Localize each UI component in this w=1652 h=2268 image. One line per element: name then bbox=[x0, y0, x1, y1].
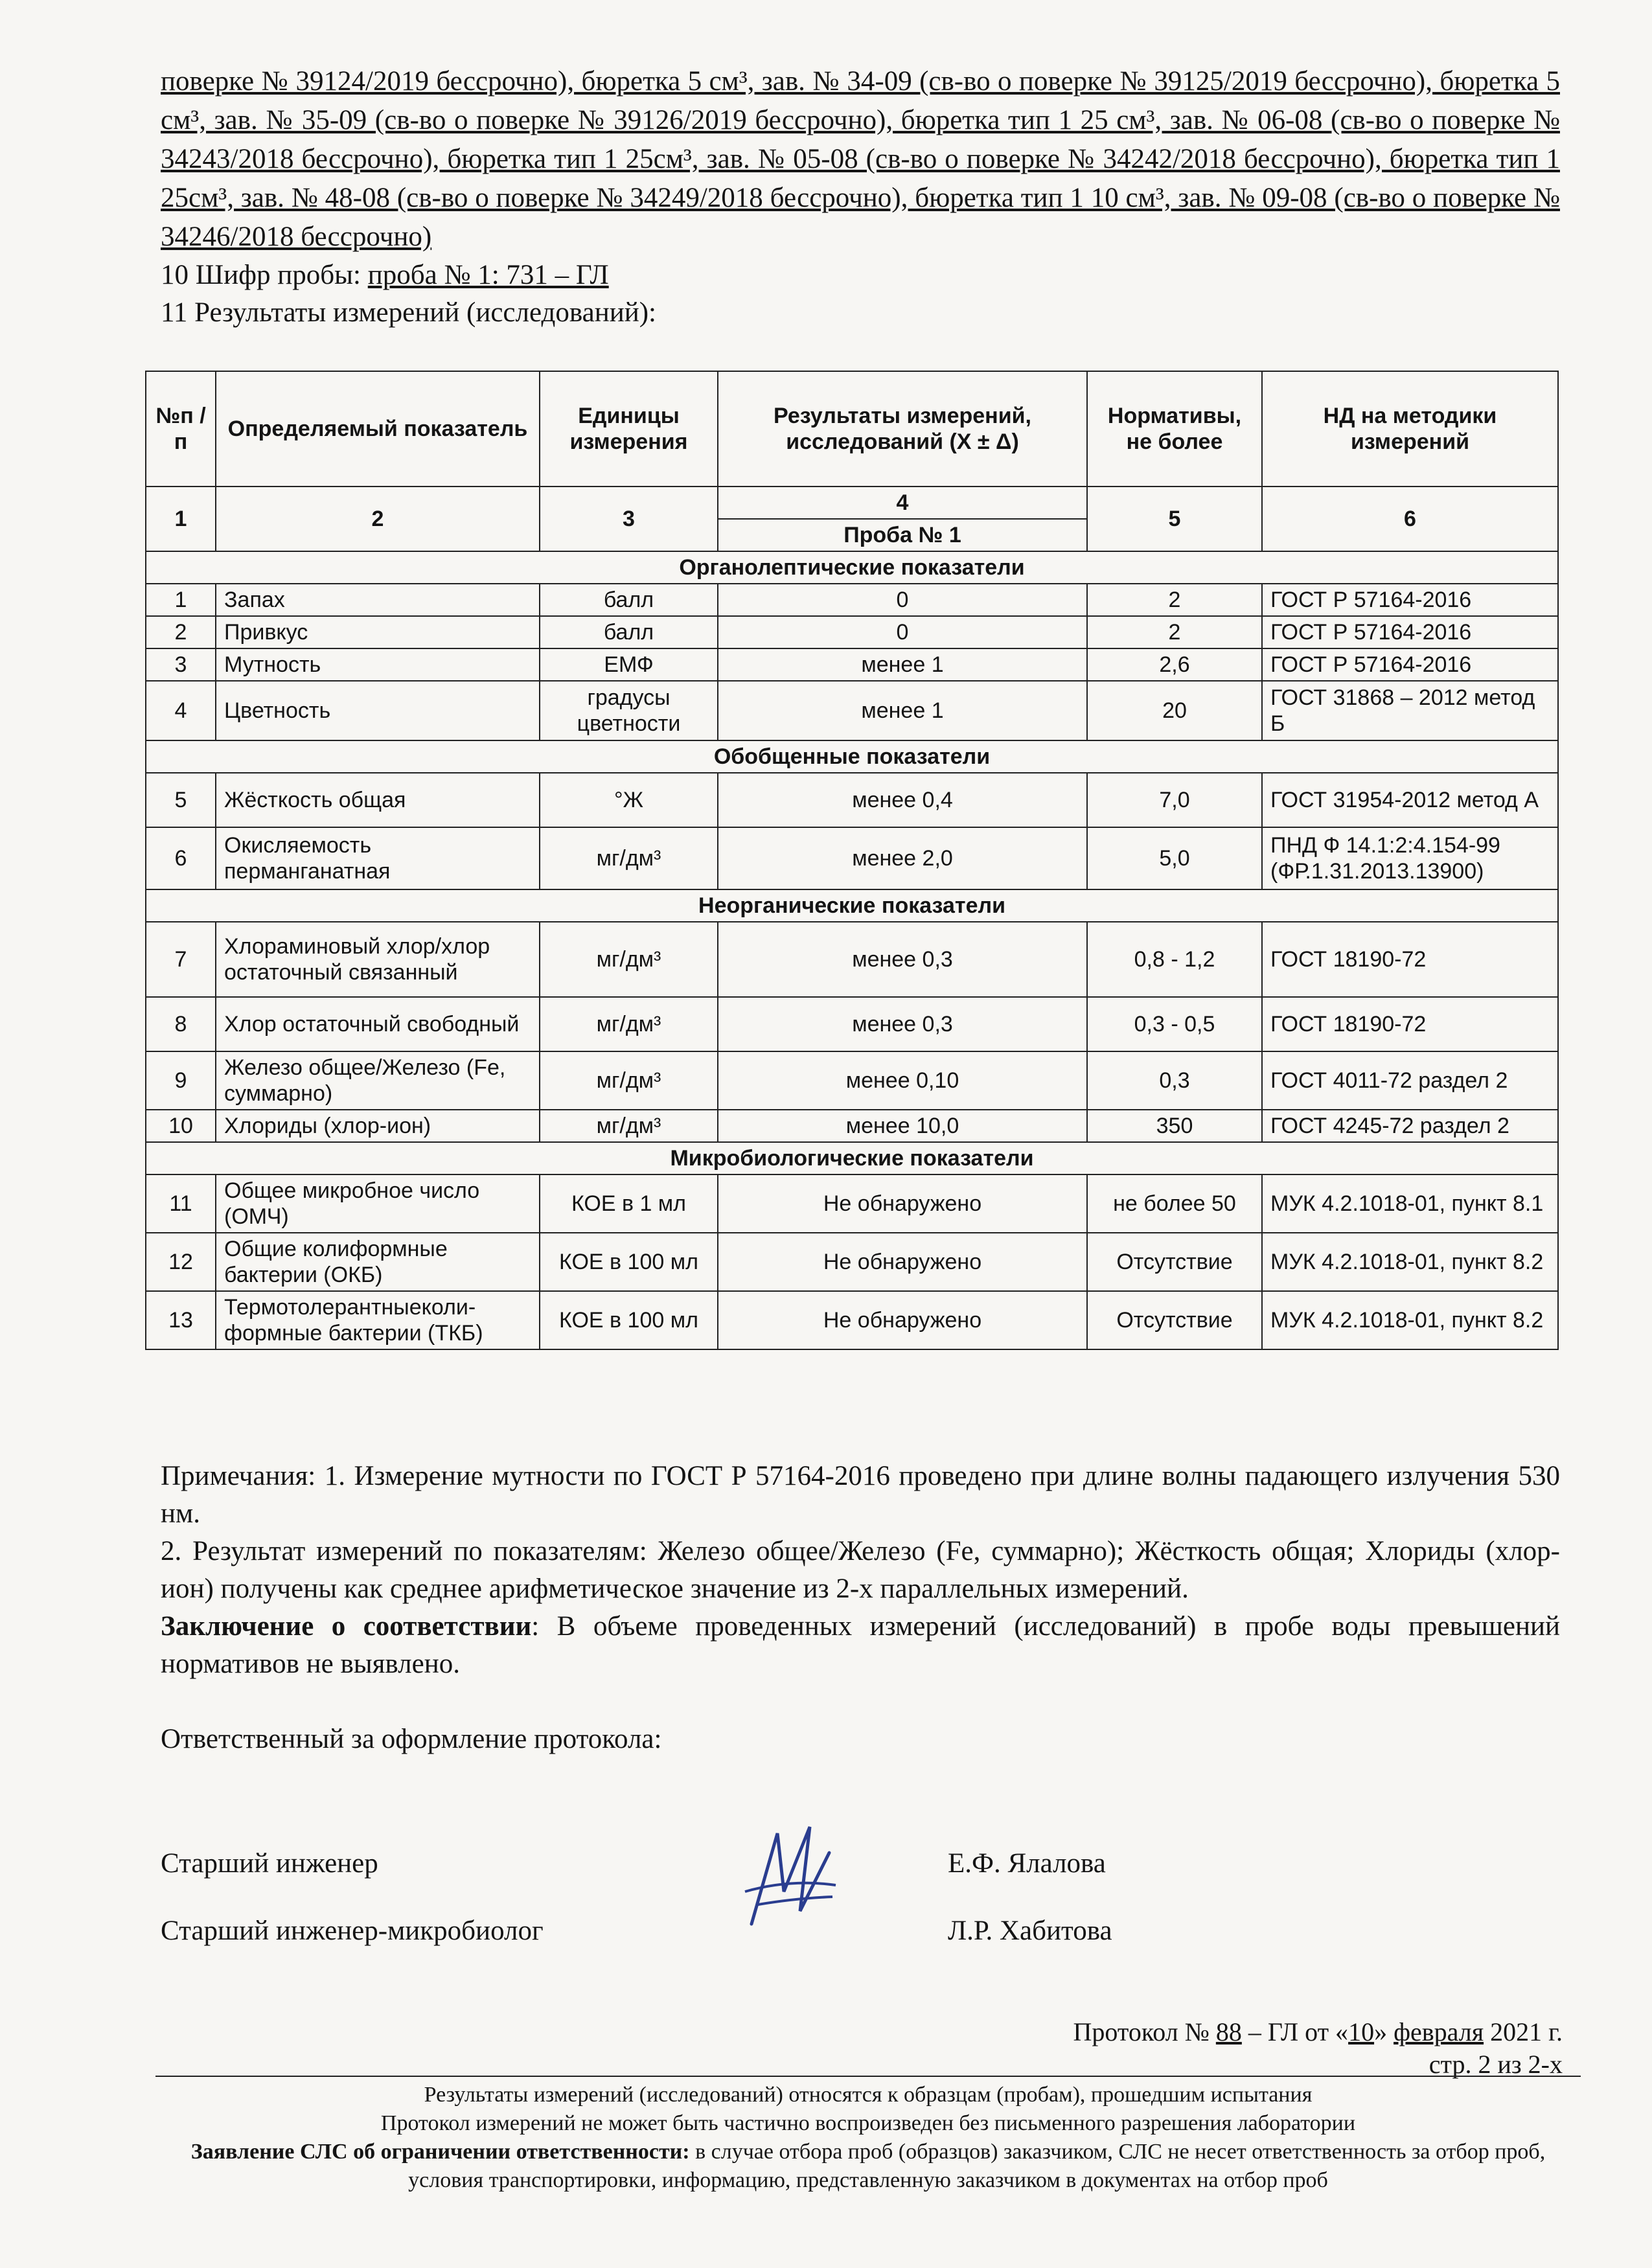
results-table-body bbox=[146, 551, 1558, 1349]
protocol-mid: – ГЛ от « bbox=[1241, 2017, 1349, 2046]
row-indicator: Мутность bbox=[216, 648, 540, 681]
row-norm: 0,3 - 0,5 bbox=[1087, 997, 1262, 1051]
table-row bbox=[146, 1291, 1558, 1349]
header-method: НД на методики измерений bbox=[1262, 371, 1558, 487]
table-row bbox=[146, 1233, 1558, 1291]
row-result: менее 1 bbox=[718, 681, 1087, 740]
row-method: МУК 4.2.1018-01, пункт 8.2 bbox=[1262, 1233, 1558, 1291]
header-norm: Нормативы, не более bbox=[1087, 371, 1262, 487]
row-method: ГОСТ 31868 – 2012 метод Б bbox=[1262, 681, 1558, 740]
row-indicator: Хлор остаточный свободный bbox=[216, 997, 540, 1051]
row-number: 4 bbox=[146, 681, 216, 740]
results-title: 11 Результаты измерений (исследований): bbox=[161, 297, 656, 328]
row-indicator: Жёсткость общая bbox=[216, 773, 540, 827]
intro-paragraph bbox=[161, 62, 1560, 257]
header-num: №п /п bbox=[146, 371, 216, 487]
row-norm: 0,8 - 1,2 bbox=[1087, 922, 1262, 997]
protocol-mid2: » bbox=[1374, 2017, 1394, 2046]
row-indicator: Привкус bbox=[216, 616, 540, 648]
row-number: 1 bbox=[146, 584, 216, 616]
conclusion-label: Заключение о соответствии bbox=[161, 1611, 532, 1642]
results-table bbox=[145, 371, 1559, 1350]
signatory-name: Л.Р. Хабитова bbox=[948, 1916, 1112, 1946]
table-row bbox=[146, 681, 1558, 740]
row-result: менее 0,10 bbox=[718, 1051, 1087, 1110]
header-units: Единицы измерения bbox=[540, 371, 718, 487]
row-indicator: Цветность bbox=[216, 681, 540, 740]
row-indicator: Окисляемость перманганатная bbox=[216, 827, 540, 889]
row-indicator: Термотолерантныеколи-формные бактерии (ТКБ) bbox=[216, 1291, 540, 1349]
col-number-4: 4 bbox=[718, 487, 1087, 519]
col-number-1: 1 bbox=[146, 487, 216, 551]
row-norm: 0,3 bbox=[1087, 1051, 1262, 1110]
row-method: ГОСТ Р 57164-2016 bbox=[1262, 584, 1558, 616]
row-number: 11 bbox=[146, 1174, 216, 1233]
row-indicator: Железо общее/Железо (Fe, суммарно) bbox=[216, 1051, 540, 1110]
section-header-row bbox=[146, 1142, 1558, 1174]
signatory-role: Старший инженер-микробиолог bbox=[161, 1916, 544, 1946]
notes-block bbox=[161, 1458, 1560, 1758]
row-result: менее 0,4 bbox=[718, 773, 1087, 827]
row-number: 8 bbox=[146, 997, 216, 1051]
table-row bbox=[146, 922, 1558, 997]
section-header-row bbox=[146, 740, 1558, 773]
document-page bbox=[161, 62, 1560, 332]
row-indicator: Запах bbox=[216, 584, 540, 616]
footer-divider bbox=[155, 2076, 1581, 2077]
row-units: ЕМФ bbox=[540, 648, 718, 681]
table-row bbox=[146, 1110, 1558, 1142]
sample-label: Проба № 1 bbox=[718, 519, 1087, 551]
row-units: мг/дм³ bbox=[540, 997, 718, 1051]
header-result: Результаты измерений, исследований (X ± Δ) bbox=[718, 371, 1087, 487]
row-indicator: Общее микробное число (ОМЧ) bbox=[216, 1174, 540, 1233]
intro-text: поверке № 39124/2019 бессрочно), бюретка 5 см³, зав. № 34-09 (св-во о поверке № 39125/2019 бессрочно), бюретка 5 см³, зав. № 35-09 (св-во о поверке № 39126/2019 бессрочно), бюретка тип 1 25 см³, зав. № 06-08 (св-во о поверке № 34243/2018 бессрочно), бюретка тип 1 25см³, зав. № 05-08 (св-во о поверке № 34242/2018 бессрочно), бюретка тип 1 25см³, зав. № 48-08 (св-во о поверке № 34249/2018 бессрочно), бюретка тип 1 10 см³, зав. № 09-08 (св-во о поверке № 34246/2018 бессрочно) bbox=[161, 66, 1560, 252]
row-norm: 5,0 bbox=[1087, 827, 1262, 889]
col-number-5: 5 bbox=[1087, 487, 1262, 551]
row-number: 2 bbox=[146, 616, 216, 648]
responsible-label: Ответственный за оформление протокола: bbox=[161, 1724, 662, 1754]
row-norm: Отсутствие bbox=[1087, 1233, 1262, 1291]
section-header-row bbox=[146, 551, 1558, 584]
row-number: 7 bbox=[146, 922, 216, 997]
row-norm: 2 bbox=[1087, 616, 1262, 648]
row-units: °Ж bbox=[540, 773, 718, 827]
row-method: ГОСТ 31954-2012 метод А bbox=[1262, 773, 1558, 827]
row-result: менее 2,0 bbox=[718, 827, 1087, 889]
row-method: ГОСТ 18190-72 bbox=[1262, 922, 1558, 997]
footer bbox=[155, 2076, 1581, 2195]
protocol-number: 88 bbox=[1215, 2017, 1242, 2046]
row-norm: 20 bbox=[1087, 681, 1262, 740]
page-number: стр. 2 из 2-х bbox=[1428, 2050, 1563, 2079]
row-result: 0 bbox=[718, 616, 1087, 648]
row-result: менее 0,3 bbox=[718, 922, 1087, 997]
row-method: ГОСТ 18190-72 bbox=[1262, 997, 1558, 1051]
disclaimer-text: в случае отбора проб (образцов) заказчиком, СЛС не несет ответственность за отбор проб, условия транспортировки, информацию, представленную заказчиком в документах на отбор проб bbox=[408, 2140, 1546, 2192]
row-indicator: Хлориды (хлор-ион) bbox=[216, 1110, 540, 1142]
row-result: менее 1 bbox=[718, 648, 1087, 681]
note-1: Примечания: 1. Измерение мутности по ГОСТ Р 57164-2016 проведено при длине волны падающего излучения 530 нм. bbox=[161, 1461, 1560, 1529]
row-norm: 2 bbox=[1087, 584, 1262, 616]
protocol-line bbox=[1073, 2016, 1563, 2048]
header-indicator: Определяемый показатель bbox=[216, 371, 540, 487]
table-row bbox=[146, 827, 1558, 889]
section-header-row bbox=[146, 889, 1558, 922]
row-method: ГОСТ Р 57164-2016 bbox=[1262, 616, 1558, 648]
row-result: Не обнаружено bbox=[718, 1174, 1087, 1233]
col-number-6: 6 bbox=[1262, 487, 1558, 551]
row-method: ГОСТ 4011-72 раздел 2 bbox=[1262, 1051, 1558, 1110]
row-number: 5 bbox=[146, 773, 216, 827]
signatory-row bbox=[161, 1848, 1560, 1886]
sample-code-line bbox=[161, 257, 1560, 294]
table-row bbox=[146, 1051, 1558, 1110]
protocol-reference bbox=[1073, 2016, 1563, 2081]
row-number: 13 bbox=[146, 1291, 216, 1349]
signatory-row bbox=[161, 1915, 1560, 1954]
row-method: МУК 4.2.1018-01, пункт 8.1 bbox=[1262, 1174, 1558, 1233]
note-2: 2. Результат измерений по показателям: Железо общее/Железо (Fe, суммарно); Жёсткость общая; Хлориды (хлор-ион) получены как среднее арифметическое значение из 2-х параллельных измерений. bbox=[161, 1536, 1560, 1604]
row-units: градусы цветности bbox=[540, 681, 718, 740]
table-row bbox=[146, 1174, 1558, 1233]
row-norm: 2,6 bbox=[1087, 648, 1262, 681]
row-number: 3 bbox=[146, 648, 216, 681]
table-row bbox=[146, 648, 1558, 681]
row-units: КОЕ в 1 мл bbox=[540, 1174, 718, 1233]
row-result: менее 0,3 bbox=[718, 997, 1087, 1051]
row-method: ГОСТ Р 57164-2016 bbox=[1262, 648, 1558, 681]
row-indicator: Общие колиформные бактерии (ОКБ) bbox=[216, 1233, 540, 1291]
row-units: мг/дм³ bbox=[540, 1110, 718, 1142]
protocol-day: 10 bbox=[1348, 2017, 1375, 2046]
row-units: мг/дм³ bbox=[540, 1051, 718, 1110]
col-number-2: 2 bbox=[216, 487, 540, 551]
section-title: Неорганические показатели bbox=[146, 889, 1558, 922]
row-method: ПНД Ф 14.1:2:4.154-99 (ФР.1.31.2013.13900) bbox=[1262, 827, 1558, 889]
protocol-prefix: Протокол № bbox=[1073, 2017, 1216, 2046]
row-number: 12 bbox=[146, 1233, 216, 1291]
row-result: менее 10,0 bbox=[718, 1110, 1087, 1142]
disclaimer-label: Заявление СЛС об ограничении ответственности: bbox=[190, 2140, 690, 2164]
row-number: 10 bbox=[146, 1110, 216, 1142]
row-norm: не более 50 bbox=[1087, 1174, 1262, 1233]
table-row bbox=[146, 997, 1558, 1051]
row-norm: 7,0 bbox=[1087, 773, 1262, 827]
row-result: Не обнаружено bbox=[718, 1291, 1087, 1349]
row-result: 0 bbox=[718, 584, 1087, 616]
protocol-year: 2021 г. bbox=[1484, 2017, 1563, 2046]
row-norm: Отсутствие bbox=[1087, 1291, 1262, 1349]
row-method: МУК 4.2.1018-01, пункт 8.2 bbox=[1262, 1291, 1558, 1349]
row-units: балл bbox=[540, 584, 718, 616]
section-title: Обобщенные показатели bbox=[146, 740, 1558, 773]
row-units: мг/дм³ bbox=[540, 922, 718, 997]
signatory-role: Старший инженер bbox=[161, 1848, 378, 1879]
table-row bbox=[146, 773, 1558, 827]
row-units: мг/дм³ bbox=[540, 827, 718, 889]
sample-code-value: проба № 1: 731 – ГЛ bbox=[367, 260, 609, 290]
table-row bbox=[146, 584, 1558, 616]
row-norm: 350 bbox=[1087, 1110, 1262, 1142]
sample-code-label: 10 Шифр пробы: bbox=[161, 260, 368, 290]
footer-disclaimer bbox=[155, 2138, 1581, 2195]
row-units: КОЕ в 100 мл bbox=[540, 1233, 718, 1291]
row-indicator: Хлораминовый хлор/хлор остаточный связанный bbox=[216, 922, 540, 997]
footer-line-1: Результаты измерений (исследований) относятся к образцам (пробам), прошедшим испытания bbox=[424, 2083, 1313, 2107]
signatory-name: Е.Ф. Ялалова bbox=[948, 1848, 1106, 1879]
row-method: ГОСТ 4245-72 раздел 2 bbox=[1262, 1110, 1558, 1142]
row-number: 6 bbox=[146, 827, 216, 889]
footer-line-2: Протокол измерений не может быть частично воспроизведен без письменного разрешения лаборатории bbox=[380, 2111, 1356, 2135]
conclusion bbox=[161, 1608, 1560, 1683]
conclusion-text: : В объеме проведенных измерений (исследований) в пробе воды превышений нормативов не выявлено. bbox=[161, 1611, 1560, 1679]
protocol-month: февраля bbox=[1394, 2017, 1484, 2046]
row-units: балл bbox=[540, 616, 718, 648]
section-title: Микробиологические показатели bbox=[146, 1142, 1558, 1174]
section-title: Органолептические показатели bbox=[146, 551, 1558, 584]
row-result: Не обнаружено bbox=[718, 1233, 1087, 1291]
row-number: 9 bbox=[146, 1051, 216, 1110]
row-units: КОЕ в 100 мл bbox=[540, 1291, 718, 1349]
handwritten-signature bbox=[739, 1814, 842, 1937]
col-number-3: 3 bbox=[540, 487, 718, 551]
table-row bbox=[146, 616, 1558, 648]
